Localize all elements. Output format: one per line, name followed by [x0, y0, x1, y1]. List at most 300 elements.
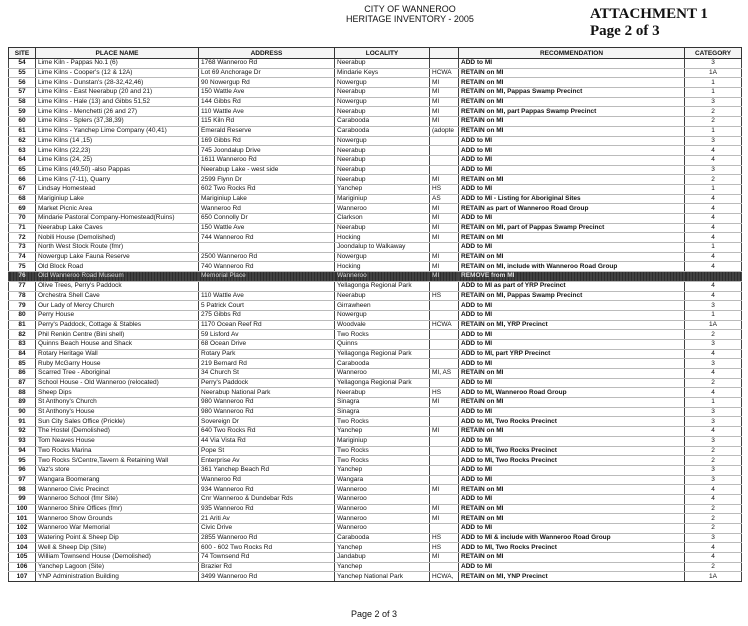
- cell-address: Neerabup Lake - west side: [199, 165, 335, 175]
- cell-site: 77: [9, 281, 36, 291]
- cell-place-name: Sheep Dips: [36, 388, 199, 398]
- table-row: [9, 465, 742, 475]
- cell-recommendation: RETAIN on MI: [459, 117, 685, 127]
- heritage-inventory-table: [8, 47, 742, 582]
- cell-listing: [430, 417, 459, 427]
- cell-recommendation: RETAIN on MI, include with Wanneroo Road Group: [459, 262, 685, 272]
- cell-locality: Wanneroo: [335, 204, 430, 214]
- cell-locality: Carabooda: [335, 117, 430, 127]
- cell-category: 1: [685, 243, 742, 253]
- cell-site: 102: [9, 524, 36, 534]
- cell-listing: HS: [430, 543, 459, 553]
- cell-address: Cnr Wanneroo & Dundebar Rds: [199, 494, 335, 504]
- table-row: [9, 436, 742, 446]
- cell-recommendation: ADD to MI: [459, 562, 685, 572]
- cell-listing: [430, 243, 459, 253]
- table-row: [9, 388, 742, 398]
- cell-listing: MI: [430, 88, 459, 98]
- column-header-listing: [430, 48, 459, 59]
- cell-place-name: Old Block Road: [36, 262, 199, 272]
- cell-category: 3: [685, 301, 742, 311]
- cell-site: 86: [9, 369, 36, 379]
- table-row: [9, 194, 742, 204]
- cell-place-name: Lime Kilns (7-11), Quarry: [36, 175, 199, 185]
- cell-place-name: School House - Old Wanneroo (relocated): [36, 378, 199, 388]
- cell-recommendation: ADD to MI: [459, 330, 685, 340]
- cell-locality: Neerabup: [335, 165, 430, 175]
- cell-address: 1611 Wanneroo Rd: [199, 155, 335, 165]
- cell-site: 57: [9, 88, 36, 98]
- cell-listing: [430, 59, 459, 69]
- cell-place-name: Market Picnic Area: [36, 204, 199, 214]
- cell-recommendation: RETAIN on MI, part of Pappas Swamp Precinct: [459, 223, 685, 233]
- cell-address: 980 Wanneroo Rd: [199, 407, 335, 417]
- cell-locality: Yellagonga Regional Park: [335, 349, 430, 359]
- cell-recommendation: ADD to MI: [459, 310, 685, 320]
- cell-locality: Mindarie Keys: [335, 68, 430, 78]
- cell-listing: MI: [430, 262, 459, 272]
- cell-recommendation: RETAIN on MI: [459, 78, 685, 88]
- cell-listing: HS: [430, 388, 459, 398]
- cell-address: 169 Gibbs Rd: [199, 136, 335, 146]
- cell-listing: [430, 407, 459, 417]
- cell-locality: Clarkson: [335, 214, 430, 224]
- cell-recommendation: RETAIN on MI, YNP Precinct: [459, 572, 685, 582]
- cell-category: 2: [685, 456, 742, 466]
- cell-site: 69: [9, 204, 36, 214]
- cell-place-name: Mariginiup Lake: [36, 194, 199, 204]
- cell-category: 4: [685, 369, 742, 379]
- cell-place-name: Lime Kilns - Menchetti (26 and 27): [36, 107, 199, 117]
- cell-site: 80: [9, 310, 36, 320]
- cell-place-name: Lime Kilns - Yanchep Lime Company (40,41): [36, 126, 199, 136]
- cell-site: 94: [9, 446, 36, 456]
- cell-address: 59 Lisford Av: [199, 330, 335, 340]
- table-row: [9, 339, 742, 349]
- cell-listing: (adopte: [430, 126, 459, 136]
- table-row: [9, 97, 742, 107]
- cell-address: 219 Bernard Rd: [199, 359, 335, 369]
- cell-locality: Two Rocks: [335, 456, 430, 466]
- table-row: [9, 88, 742, 98]
- table-row: [9, 68, 742, 78]
- cell-address: 2599 Flynn Dr: [199, 175, 335, 185]
- table-row: [9, 117, 742, 127]
- cell-site: 95: [9, 456, 36, 466]
- cell-category: 3: [685, 165, 742, 175]
- cell-site: 87: [9, 378, 36, 388]
- table-row: [9, 330, 742, 340]
- cell-address: [199, 243, 335, 253]
- cell-place-name: Nobili House (Demolished): [36, 233, 199, 243]
- cell-listing: MI: [430, 97, 459, 107]
- cell-address: 110 Wattle Ave: [199, 107, 335, 117]
- cell-category: 1: [685, 398, 742, 408]
- cell-place-name: Lime Kilns (24, 25): [36, 155, 199, 165]
- cell-locality: Neerabup: [335, 107, 430, 117]
- table-row: [9, 204, 742, 214]
- cell-locality: Hocking: [335, 262, 430, 272]
- cell-address: Mariginiup Lake: [199, 194, 335, 204]
- table-row: [9, 456, 742, 466]
- cell-recommendation: ADD to MI: [459, 465, 685, 475]
- cell-place-name: Perry's Paddock, Cottage & Stables: [36, 320, 199, 330]
- cell-site: 81: [9, 320, 36, 330]
- cell-place-name: Wanneroo Civic Precinct: [36, 485, 199, 495]
- cell-address: 980 Wanneroo Rd: [199, 398, 335, 408]
- cell-category: 3: [685, 136, 742, 146]
- cell-site: 71: [9, 223, 36, 233]
- cell-listing: [430, 281, 459, 291]
- table-row: [9, 485, 742, 495]
- cell-locality: Neerabup: [335, 146, 430, 156]
- cell-category: 2: [685, 504, 742, 514]
- cell-place-name: North West Stock Route (fmr): [36, 243, 199, 253]
- cell-recommendation: RETAIN on MI: [459, 398, 685, 408]
- cell-locality: Wanneroo: [335, 504, 430, 514]
- cell-recommendation: ADD to MI: [459, 155, 685, 165]
- cell-category: 3: [685, 417, 742, 427]
- cell-place-name: Wanneroo Show Grounds: [36, 514, 199, 524]
- table-row: [9, 359, 742, 369]
- cell-place-name: Old Wanneroo Road Museum: [36, 272, 199, 282]
- cell-recommendation: RETAIN on MI: [459, 68, 685, 78]
- cell-address: Enterprise Av: [199, 456, 335, 466]
- cell-place-name: Lime Kilns (22,23): [36, 146, 199, 156]
- table-row: [9, 427, 742, 437]
- cell-category: 2: [685, 446, 742, 456]
- table-row: [9, 301, 742, 311]
- table-row: [9, 233, 742, 243]
- cell-recommendation: RETAIN on MI: [459, 126, 685, 136]
- cell-locality: Yanchep: [335, 184, 430, 194]
- cell-category: 4: [685, 427, 742, 437]
- cell-place-name: Lime Kilns (14 ,15): [36, 136, 199, 146]
- cell-address: 1768 Wanneroo Rd: [199, 59, 335, 69]
- cell-locality: Neerabup: [335, 59, 430, 69]
- cell-category: 4: [685, 155, 742, 165]
- cell-category: 3: [685, 97, 742, 107]
- cell-category: 4: [685, 553, 742, 563]
- cell-listing: HS: [430, 533, 459, 543]
- table-row: [9, 514, 742, 524]
- cell-site: 76: [9, 272, 36, 282]
- cell-place-name: Vaz's store: [36, 465, 199, 475]
- cell-site: 73: [9, 243, 36, 253]
- cell-recommendation: RETAIN on MI: [459, 369, 685, 379]
- table-row: [9, 281, 742, 291]
- cell-category: 4: [685, 194, 742, 204]
- cell-category: 4: [685, 281, 742, 291]
- cell-locality: Nowergup: [335, 97, 430, 107]
- cell-listing: MI: [430, 272, 459, 282]
- cell-listing: MI: [430, 214, 459, 224]
- cell-place-name: William Townsend House (Demolished): [36, 553, 199, 563]
- cell-recommendation: RETAIN on MI: [459, 175, 685, 185]
- column-header-locality: LOCALITY: [335, 48, 430, 59]
- cell-category: 1A: [685, 68, 742, 78]
- page-footer: Page 2 of 3: [350, 609, 398, 619]
- cell-site: 59: [9, 107, 36, 117]
- cell-recommendation: ADD to MI: [459, 436, 685, 446]
- cell-recommendation: ADD to MI: [459, 475, 685, 485]
- cell-category: 1A: [685, 572, 742, 582]
- cell-listing: [430, 524, 459, 534]
- document-title: HERITAGE INVENTORY - 2005: [346, 14, 474, 24]
- cell-recommendation: ADD to MI: [459, 524, 685, 534]
- cell-locality: Wanneroo: [335, 524, 430, 534]
- cell-address: 2500 Wanneroo Rd: [199, 252, 335, 262]
- cell-place-name: St Anthony's House: [36, 407, 199, 417]
- attachment-page-label: Page 2 of 3: [590, 23, 660, 39]
- cell-address: 745 Joondalup Drive: [199, 146, 335, 156]
- cell-address: 90 Nowergup Rd: [199, 78, 335, 88]
- cell-recommendation: ADD to MI: [459, 165, 685, 175]
- cell-recommendation: ADD to MI, Two Rocks Precinct: [459, 417, 685, 427]
- cell-recommendation: RETAIN on MI: [459, 504, 685, 514]
- cell-category: 4: [685, 233, 742, 243]
- cell-recommendation: ADD to MI: [459, 378, 685, 388]
- cell-recommendation: RETAIN on MI: [459, 252, 685, 262]
- table-row: [9, 78, 742, 88]
- cell-recommendation: ADD to MI, Two Rocks Precinct: [459, 456, 685, 466]
- cell-locality: Hocking: [335, 233, 430, 243]
- cell-locality: Yellagonga Regional Park: [335, 281, 430, 291]
- cell-listing: MI: [430, 553, 459, 563]
- cell-site: 55: [9, 68, 36, 78]
- cell-place-name: Wanneroo War Memorial: [36, 524, 199, 534]
- cell-category: 3: [685, 59, 742, 69]
- cell-listing: MI: [430, 223, 459, 233]
- cell-recommendation: RETAIN as part of Wanneroo Road Group: [459, 204, 685, 214]
- cell-locality: Two Rocks: [335, 330, 430, 340]
- cell-site: 68: [9, 194, 36, 204]
- cell-listing: [430, 465, 459, 475]
- cell-address: Civic Drive: [199, 524, 335, 534]
- cell-address: 150 Wattle Ave: [199, 223, 335, 233]
- cell-category: 2: [685, 117, 742, 127]
- cell-category: 2: [685, 514, 742, 524]
- table-row: [9, 378, 742, 388]
- cell-address: Wanneroo Rd: [199, 204, 335, 214]
- cell-listing: MI, AS: [430, 369, 459, 379]
- cell-site: 97: [9, 475, 36, 485]
- cell-address: [199, 281, 335, 291]
- cell-listing: [430, 436, 459, 446]
- cell-recommendation: RETAIN on MI: [459, 553, 685, 563]
- cell-place-name: Lime Kilns - East Neerabup (20 and 21): [36, 88, 199, 98]
- cell-site: 99: [9, 494, 36, 504]
- cell-site: 63: [9, 146, 36, 156]
- cell-listing: MI: [430, 504, 459, 514]
- table-row: [9, 126, 742, 136]
- cell-category: 2: [685, 330, 742, 340]
- cell-category: 4: [685, 204, 742, 214]
- cell-locality: Yanchep: [335, 465, 430, 475]
- table-row: [9, 223, 742, 233]
- cell-site: 60: [9, 117, 36, 127]
- cell-place-name: Scarred Tree - Aboriginal: [36, 369, 199, 379]
- cell-locality: Yanchep: [335, 562, 430, 572]
- cell-category: 1: [685, 184, 742, 194]
- cell-category: 2: [685, 107, 742, 117]
- cell-category: 4: [685, 543, 742, 553]
- cell-listing: [430, 339, 459, 349]
- table-row: [9, 291, 742, 301]
- cell-address: Lot 69 Anchorage Dr: [199, 68, 335, 78]
- cell-listing: [430, 562, 459, 572]
- cell-place-name: Olive Trees, Perry's Paddock: [36, 281, 199, 291]
- cell-place-name: Yanchep Lagoon (Site): [36, 562, 199, 572]
- cell-site: 64: [9, 155, 36, 165]
- table-row: [9, 543, 742, 553]
- table-row: [9, 320, 742, 330]
- cell-place-name: Two Rocks Marina: [36, 446, 199, 456]
- cell-address: 2855 Wanneroo Rd: [199, 533, 335, 543]
- cell-locality: Wanneroo: [335, 485, 430, 495]
- cell-place-name: Orchestra Shell Cave: [36, 291, 199, 301]
- cell-address: Brazier Rd: [199, 562, 335, 572]
- cell-address: 74 Townsend Rd: [199, 553, 335, 563]
- column-header-category: CATEGORY: [685, 48, 742, 59]
- cell-address: 110 Wattle Ave: [199, 291, 335, 301]
- cell-place-name: Lime Kilns - Splers (37,38,39): [36, 117, 199, 127]
- cell-address: 650 Connolly Dr: [199, 214, 335, 224]
- cell-address: 935 Wanneroo Rd: [199, 504, 335, 514]
- cell-locality: Neerabup: [335, 155, 430, 165]
- column-header-site: SITE: [9, 48, 36, 59]
- cell-recommendation: ADD to MI: [459, 59, 685, 69]
- cell-locality: Girrawheen: [335, 301, 430, 311]
- cell-listing: AS: [430, 194, 459, 204]
- cell-place-name: Wanneroo Shire Offices (fmr): [36, 504, 199, 514]
- cell-recommendation: ADD to MI: [459, 184, 685, 194]
- table-row: [9, 533, 742, 543]
- cell-place-name: Ruby McGarry House: [36, 359, 199, 369]
- cell-recommendation: RETAIN on MI: [459, 427, 685, 437]
- cell-place-name: Rotary Heritage Wall: [36, 349, 199, 359]
- cell-locality: Jandabup: [335, 553, 430, 563]
- cell-recommendation: ADD to MI: [459, 407, 685, 417]
- cell-address: 21 Ariti Av: [199, 514, 335, 524]
- cell-recommendation: RETAIN on MI, Pappas Swamp Precinct: [459, 88, 685, 98]
- cell-listing: HS: [430, 184, 459, 194]
- cell-recommendation: ADD to MI, Two Rocks Precinct: [459, 446, 685, 456]
- cell-locality: Yanchep: [335, 543, 430, 553]
- cell-site: 54: [9, 59, 36, 69]
- cell-address: Memorial Place: [199, 272, 335, 282]
- cell-place-name: Lime Kilns - Hale (13) and Gibbs 51,52: [36, 97, 199, 107]
- cell-category: 3: [685, 475, 742, 485]
- table-row: [9, 562, 742, 572]
- cell-site: 105: [9, 553, 36, 563]
- cell-locality: Wanneroo: [335, 494, 430, 504]
- table-row: [9, 524, 742, 534]
- cell-listing: MI: [430, 398, 459, 408]
- cell-site: 90: [9, 407, 36, 417]
- cell-category: 3: [685, 359, 742, 369]
- cell-site: 79: [9, 301, 36, 311]
- cell-listing: [430, 155, 459, 165]
- cell-locality: Woodvale: [335, 320, 430, 330]
- cell-place-name: Nowergup Lake Fauna Reserve: [36, 252, 199, 262]
- cell-site: 96: [9, 465, 36, 475]
- cell-locality: Wangara: [335, 475, 430, 485]
- cell-locality: Two Rocks: [335, 446, 430, 456]
- cell-category: 1: [685, 78, 742, 88]
- cell-site: 70: [9, 214, 36, 224]
- cell-site: 61: [9, 126, 36, 136]
- cell-place-name: Lindsay Homestead: [36, 184, 199, 194]
- cell-category: 4: [685, 494, 742, 504]
- cell-place-name: The Hostel (Demolished): [36, 427, 199, 437]
- cell-recommendation: ADD to MI: [459, 494, 685, 504]
- cell-category: 3: [685, 339, 742, 349]
- cell-site: 65: [9, 165, 36, 175]
- cell-recommendation: RETAIN on MI, part Pappas Swamp Precinct: [459, 107, 685, 117]
- cell-listing: MI: [430, 485, 459, 495]
- cell-address: 600 - 602 Two Rocks Rd: [199, 543, 335, 553]
- cell-category: 4: [685, 262, 742, 272]
- cell-recommendation: ADD to MI: [459, 301, 685, 311]
- cell-category: 1A: [685, 320, 742, 330]
- cell-locality: Neerabup: [335, 88, 430, 98]
- table-row: [9, 504, 742, 514]
- table-row: [9, 262, 742, 272]
- table-header-row: [9, 48, 742, 59]
- cell-recommendation: ADD to MI, Wanneroo Road Group: [459, 388, 685, 398]
- cell-recommendation: ADD to MI: [459, 243, 685, 253]
- cell-locality: Mariginiup: [335, 194, 430, 204]
- cell-place-name: Lime Kilns - Dunstan's (28-32,42,46): [36, 78, 199, 88]
- cell-address: Wanneroo Rd: [199, 475, 335, 485]
- cell-place-name: Lime Kilns (49,50) -also Pappas: [36, 165, 199, 175]
- table-row: [9, 184, 742, 194]
- cell-category: 4: [685, 223, 742, 233]
- column-header-recommendation: RECOMMENDATION: [459, 48, 685, 59]
- cell-listing: MI: [430, 427, 459, 437]
- table-row: [9, 494, 742, 504]
- cell-site: 85: [9, 359, 36, 369]
- cell-recommendation: ADD to MI: [459, 214, 685, 224]
- cell-site: 84: [9, 349, 36, 359]
- cell-category: 2: [685, 175, 742, 185]
- cell-place-name: Wanneroo School (fmr Site): [36, 494, 199, 504]
- table-row: [9, 417, 742, 427]
- cell-site: 104: [9, 543, 36, 553]
- cell-address: Emerald Reserve: [199, 126, 335, 136]
- cell-locality: Carabooda: [335, 359, 430, 369]
- cell-place-name: Mindarie Pastoral Company-Homestead(Ruins): [36, 214, 199, 224]
- table-row: [9, 272, 742, 282]
- cell-address: 34 Church St: [199, 369, 335, 379]
- cell-address: 144 Gibbs Rd: [199, 97, 335, 107]
- cell-address: 150 Wattle Ave: [199, 88, 335, 98]
- cell-recommendation: RETAIN on MI: [459, 485, 685, 495]
- cell-category: 4: [685, 252, 742, 262]
- cell-category: 2: [685, 562, 742, 572]
- cell-listing: [430, 310, 459, 320]
- table-row: [9, 310, 742, 320]
- cell-site: 93: [9, 436, 36, 446]
- cell-locality: Neerabup: [335, 175, 430, 185]
- cell-listing: HCWA,: [430, 572, 459, 582]
- cell-category: 4: [685, 349, 742, 359]
- cell-locality: Wanneroo: [335, 514, 430, 524]
- cell-listing: MI: [430, 117, 459, 127]
- cell-category: 2: [685, 524, 742, 534]
- table-row: [9, 349, 742, 359]
